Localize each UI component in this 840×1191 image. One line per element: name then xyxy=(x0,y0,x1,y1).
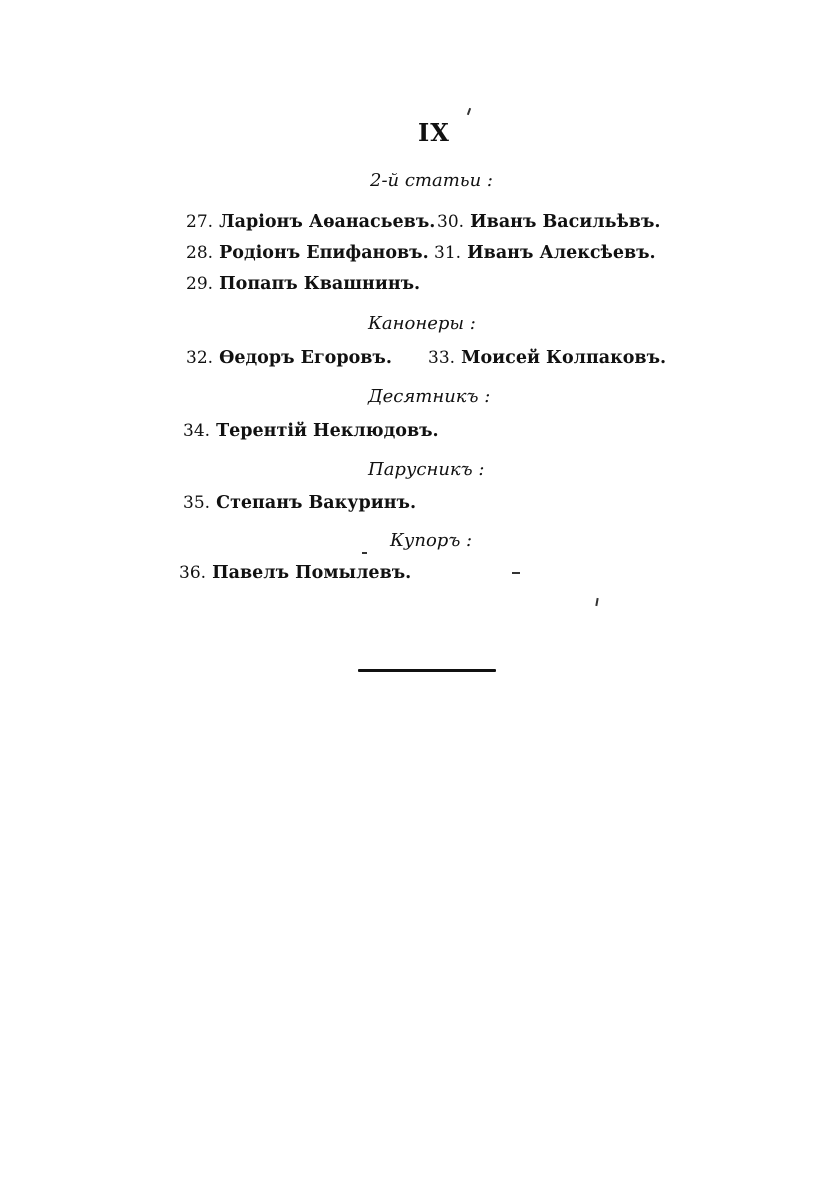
entry-name: Иванъ Алексѣевъ. xyxy=(467,243,656,263)
list-item xyxy=(179,563,411,583)
entry-name: Ларiонъ Аѳанасьевъ. xyxy=(219,212,436,232)
entry-name: Иванъ Васильѣвъ. xyxy=(470,212,661,232)
ink-speck xyxy=(512,572,520,574)
entry-number: 29. xyxy=(186,274,214,294)
entry-number: 28. xyxy=(186,243,214,263)
entry-name: Терентiй Неклюдовъ. xyxy=(216,421,439,441)
entry-number: 27. xyxy=(186,212,214,232)
entry-number: 35. xyxy=(183,493,211,513)
entry-name: Моисей Колпаковъ. xyxy=(461,348,667,368)
entry-number: 33. xyxy=(428,348,456,368)
entry-name: Родiонъ Епифановъ. xyxy=(219,243,429,263)
section-heading-cooper: Купоръ : xyxy=(390,530,473,551)
section-heading-foreman: Десятникъ : xyxy=(368,386,491,407)
entry-name: Ѳедоръ Егоровъ. xyxy=(219,348,392,368)
list-item xyxy=(183,493,416,513)
list-item xyxy=(186,348,392,368)
entry-name: Степанъ Вакуринъ. xyxy=(216,493,417,513)
ink-speck xyxy=(362,552,367,554)
entry-name: Попапъ Квашнинъ. xyxy=(219,274,421,294)
section-heading-cannoneers: Канонеры : xyxy=(368,313,476,334)
list-item xyxy=(186,243,429,263)
entry-number: 34. xyxy=(183,421,211,441)
entry-number: 32. xyxy=(186,348,214,368)
entry-number: 30. xyxy=(437,212,465,232)
closing-rule xyxy=(358,669,496,672)
list-item xyxy=(186,274,420,294)
section-heading-sailmaker: Парусникъ : xyxy=(368,459,485,480)
section-heading-intro: 2-й статьи : xyxy=(370,170,493,191)
list-item xyxy=(183,421,439,441)
entry-name: Павелъ Помылевъ. xyxy=(212,563,412,583)
ink-speck xyxy=(595,598,598,606)
entry-number: 31. xyxy=(434,243,462,263)
entry-number: 36. xyxy=(179,563,207,583)
list-item xyxy=(428,348,666,368)
list-item xyxy=(186,212,435,232)
ink-speck xyxy=(467,108,471,115)
list-item xyxy=(434,243,656,263)
page-number: IX xyxy=(418,118,450,147)
list-item xyxy=(437,212,660,232)
